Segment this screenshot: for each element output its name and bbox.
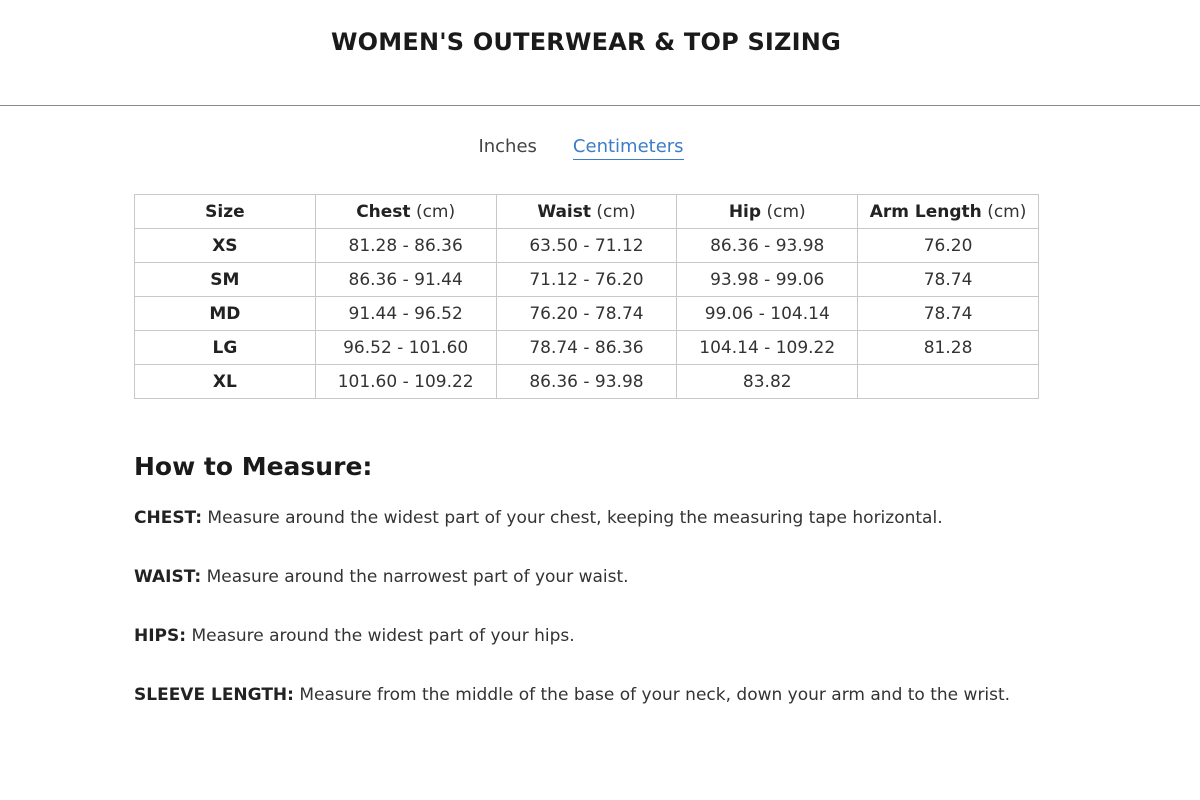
hip-cell: 83.82: [677, 365, 858, 399]
chest-cell: 86.36 - 91.44: [315, 263, 496, 297]
waist-cell: 78.74 - 86.36: [496, 331, 677, 365]
measure-text: Measure from the middle of the base of your neck, down your arm and to the wrist.: [293, 685, 1011, 705]
page-title: WOMEN'S OUTERWEAR & TOP SIZING: [331, 28, 841, 56]
arm-length-cell: [858, 365, 1039, 399]
header-name: Waist: [537, 201, 592, 222]
table-row: [135, 229, 1039, 263]
chest-cell: 96.52 - 101.60: [315, 331, 496, 365]
header-name: Arm Length: [869, 201, 982, 222]
waist-cell: 86.36 - 93.98: [496, 365, 677, 399]
header-name: Chest: [356, 201, 411, 222]
how-to-measure-heading: How to Measure:: [134, 452, 373, 481]
hip-cell: 104.14 - 109.22: [677, 331, 858, 365]
arm-length-cell: 78.74: [858, 263, 1039, 297]
arm-length-cell: 78.74: [858, 297, 1039, 331]
size-cell: XL: [135, 365, 316, 399]
header-name: Hip: [728, 201, 762, 222]
arm-length-cell: 76.20: [858, 229, 1039, 263]
chest-cell: 81.28 - 86.36: [315, 229, 496, 263]
waist-cell: 76.20 - 78.74: [496, 297, 677, 331]
measure-text: Measure around the widest part of your hips.: [186, 626, 575, 646]
header-name: Size: [205, 201, 245, 222]
hip-cell: 93.98 - 99.06: [677, 263, 858, 297]
header-unit: (cm): [415, 201, 456, 222]
tab-inches[interactable]: Inches: [478, 136, 537, 157]
measure-text: Measure around the widest part of your chest, keeping the measuring tape horizontal.: [202, 508, 943, 528]
size-chart-table: [134, 194, 1039, 399]
header: [0, 0, 1200, 106]
measure-term: HIPS:: [134, 626, 187, 646]
hip-cell: 99.06 - 104.14: [677, 297, 858, 331]
tab-centimeters[interactable]: Centimeters: [573, 136, 684, 160]
table-row: [135, 297, 1039, 331]
size-cell: LG: [135, 331, 316, 365]
header-waist: [496, 195, 677, 229]
measure-item-sleeve-length: [134, 680, 1014, 710]
chest-cell: 101.60 - 109.22: [315, 365, 496, 399]
arm-length-cell: 81.28: [858, 331, 1039, 365]
header-unit: (cm): [987, 201, 1027, 222]
header-arm-length: [858, 195, 1039, 229]
hip-cell: 86.36 - 93.98: [677, 229, 858, 263]
waist-cell: 63.50 - 71.12: [496, 229, 677, 263]
measure-item-chest: [134, 503, 1014, 533]
measure-text: Measure around the narrowest part of your waist.: [201, 567, 629, 587]
measure-term: SLEEVE LENGTH:: [134, 685, 294, 705]
table-row: [135, 263, 1039, 297]
size-cell: SM: [135, 263, 316, 297]
chest-cell: 91.44 - 96.52: [315, 297, 496, 331]
measure-item-hips: [134, 621, 1014, 651]
header-unit: (cm): [596, 201, 636, 222]
measure-term: WAIST:: [134, 567, 202, 587]
size-cell: XS: [135, 229, 316, 263]
measure-item-waist: [134, 562, 1014, 592]
measure-term: CHEST:: [134, 508, 203, 528]
header-chest: [315, 195, 496, 229]
waist-cell: 71.12 - 76.20: [496, 263, 677, 297]
table-row: [135, 331, 1039, 365]
table-row: [135, 365, 1039, 399]
header-hip: [677, 195, 858, 229]
size-cell: MD: [135, 297, 316, 331]
header-size: [135, 195, 316, 229]
table-header-row: [135, 195, 1039, 229]
unit-tabs: [0, 136, 1162, 160]
header-unit: (cm): [766, 201, 806, 222]
how-to-measure-section: [134, 452, 1014, 739]
